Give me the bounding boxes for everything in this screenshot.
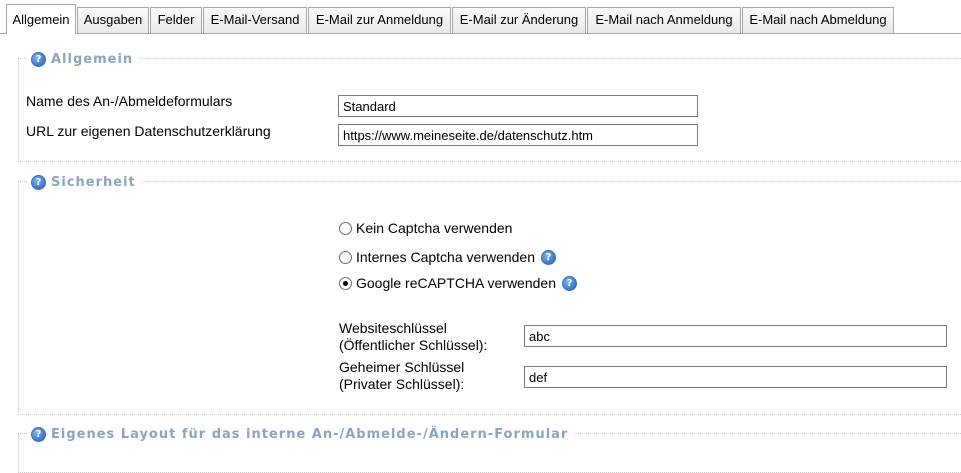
site-key-input[interactable] [524, 325, 947, 347]
tab-email-nach-anmeldung[interactable]: E-Mail nach Anmeldung [587, 7, 741, 33]
secret-key-input[interactable] [524, 366, 947, 388]
help-icon[interactable]: ? [541, 250, 556, 265]
captcha-none-label: Kein Captcha verwenden [356, 220, 513, 236]
site-key-label-line1: Websiteschlüssel [339, 320, 447, 336]
fieldset-general-legend [27, 49, 139, 69]
tab-allgemein[interactable]: Allgemein [6, 4, 76, 34]
captcha-internal-radio[interactable] [339, 251, 352, 264]
site-key-label-line2: (Öffentlicher Schlüssel): [339, 337, 488, 353]
tab-felder[interactable]: Felder [150, 7, 202, 33]
secret-key-label-line2: (Privater Schlüssel): [339, 376, 465, 392]
tab-bar-divider [0, 33, 961, 34]
help-icon[interactable]: ? [562, 276, 577, 291]
fieldset-layout-title: Eigenes Layout für das interne An-/Abmelde-/Ändern-Formular [51, 426, 569, 442]
captcha-recaptcha-radio[interactable] [339, 277, 352, 290]
tab-bar [0, 0, 961, 34]
captcha-internal-label: Internes Captcha verwenden [356, 249, 535, 265]
form-name-label: Name des An-/Abmeldeformulars [26, 93, 233, 109]
help-icon[interactable]: ? [31, 52, 46, 67]
privacy-url-label: URL zur eigenen Datenschutzerklärung [26, 123, 271, 139]
help-icon[interactable]: ? [31, 175, 46, 190]
tab-email-zur-aenderung[interactable]: E-Mail zur Änderung [452, 7, 586, 33]
captcha-recaptcha-label: Google reCAPTCHA verwenden [356, 275, 556, 291]
form-name-input[interactable] [338, 95, 698, 117]
captcha-option-recaptcha[interactable] [339, 275, 577, 291]
captcha-option-internal[interactable] [339, 249, 556, 265]
tab-email-zur-anmeldung[interactable]: E-Mail zur Anmeldung [308, 7, 451, 33]
fieldset-layout [18, 426, 961, 473]
fieldset-security-legend [27, 172, 142, 192]
tab-email-versand[interactable]: E-Mail-Versand [203, 7, 307, 33]
fieldset-layout-legend [27, 424, 574, 444]
captcha-none-radio[interactable] [339, 222, 352, 235]
tab-ausgaben[interactable]: Ausgaben [77, 7, 149, 33]
secret-key-label-line1: Geheimer Schlüssel [339, 359, 465, 375]
privacy-url-input[interactable] [338, 124, 698, 146]
fieldset-general-title: Allgemein [51, 51, 134, 67]
fieldset-security-title: Sicherheit [51, 174, 136, 190]
help-icon[interactable]: ? [31, 427, 46, 442]
tab-email-nach-abmeldung[interactable]: E-Mail nach Abmeldung [742, 7, 894, 33]
captcha-option-none[interactable] [339, 220, 512, 236]
